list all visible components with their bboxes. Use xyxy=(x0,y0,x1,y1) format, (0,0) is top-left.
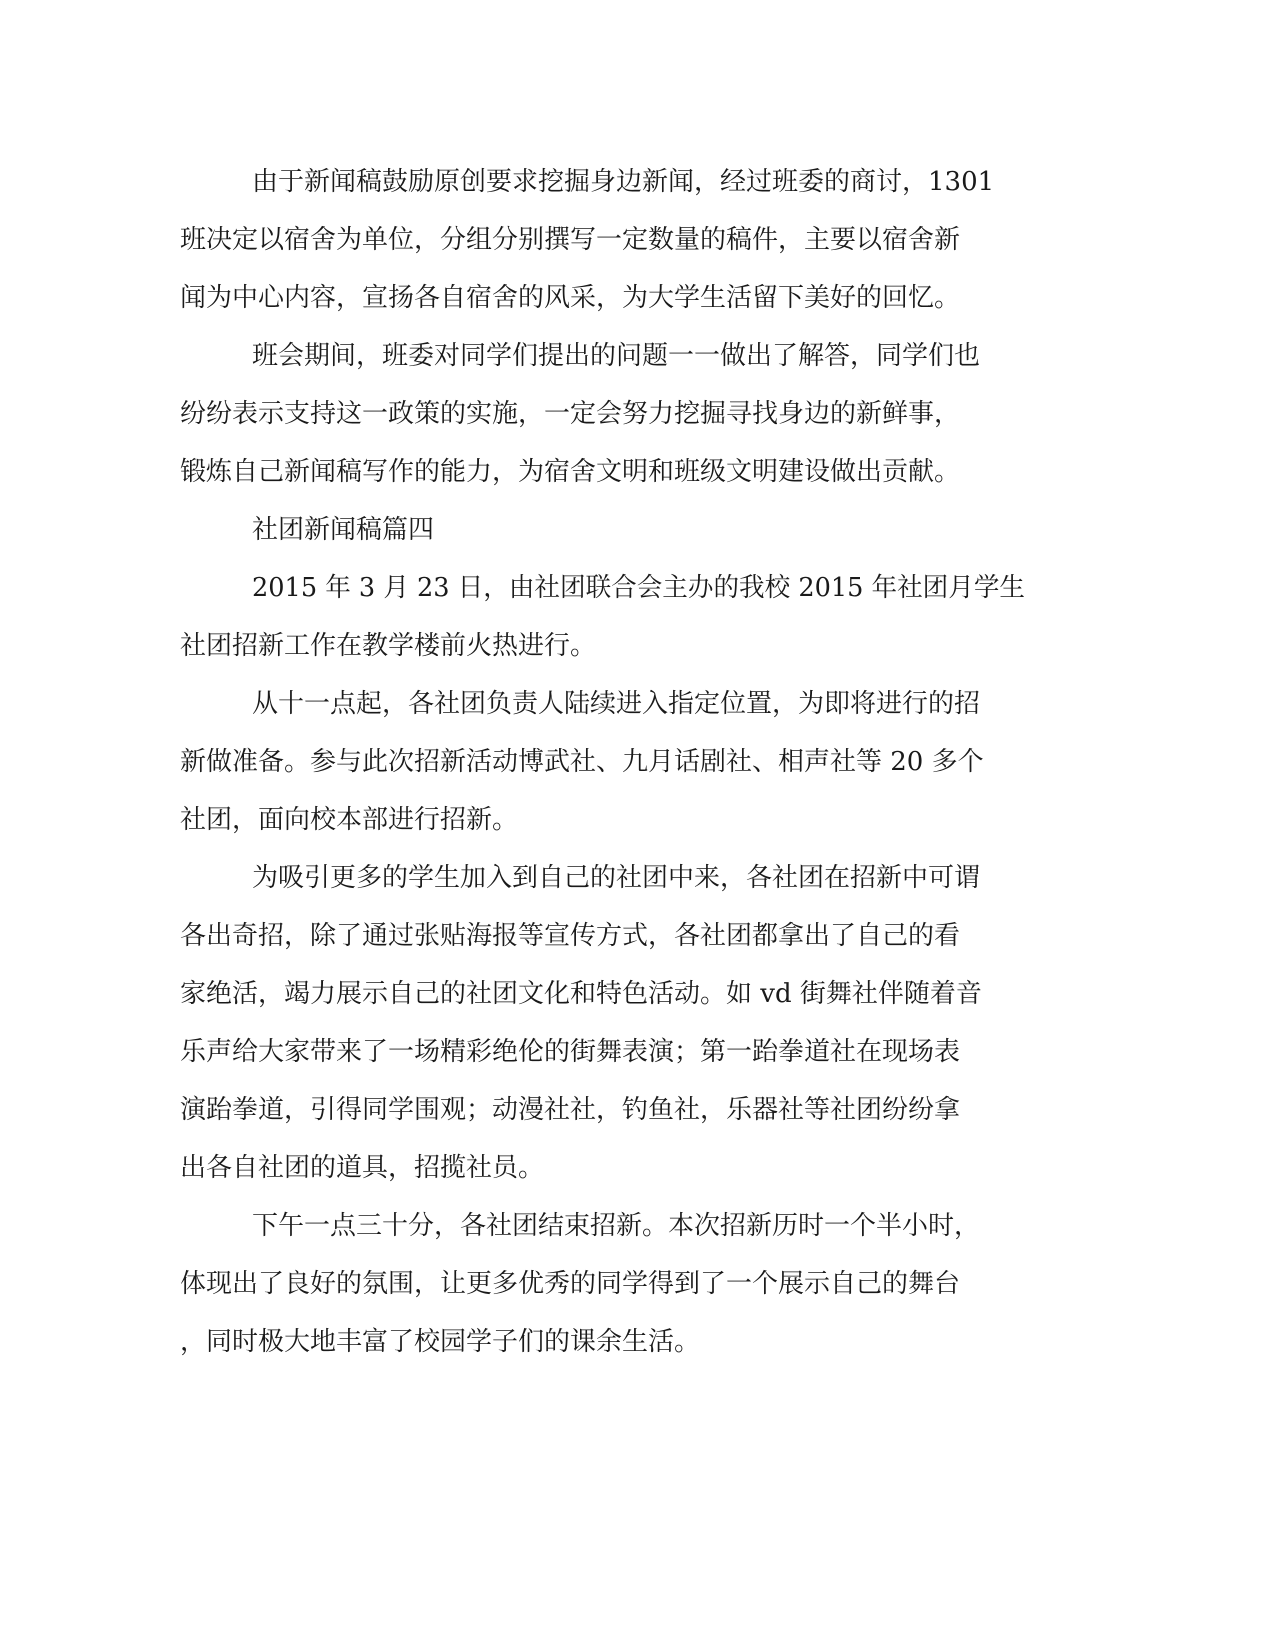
text-line-content: 家绝活，竭力展示自己的社团文化和特色活动。如 vd 街舞社伴随着音 xyxy=(180,979,982,1009)
text-line xyxy=(0,1264,1275,1304)
text-line xyxy=(0,684,1275,724)
text-line-content: 乐声给大家带来了一场精彩绝伦的街舞表演；第一跆拳道社在现场表 xyxy=(180,1037,961,1067)
text-line xyxy=(0,1032,1275,1072)
text-line-content: 从十一点起，各社团负责人陆续进入指定位置，为即将进行的招 xyxy=(252,689,981,719)
text-line-content: 出各自社团的道具，招揽社员。 xyxy=(180,1153,545,1183)
text-line xyxy=(0,568,1275,608)
text-line xyxy=(0,742,1275,782)
text-line xyxy=(0,162,1275,202)
text-line-content: 演跆拳道，引得同学围观；动漫社社，钓鱼社，乐器社等社团纷纷拿 xyxy=(180,1095,961,1125)
text-line-content: 锻炼自己新闻稿写作的能力，为宿舍文明和班级文明建设做出贡献。 xyxy=(180,457,961,487)
text-line xyxy=(0,278,1275,318)
text-line-content: 为吸引更多的学生加入到自己的社团中来，各社团在招新中可谓 xyxy=(252,863,981,893)
section-heading xyxy=(0,510,1275,550)
text-line xyxy=(0,626,1275,666)
text-line xyxy=(0,800,1275,840)
text-line xyxy=(0,394,1275,434)
section-heading-text: 社团新闻稿篇四 xyxy=(252,515,435,545)
text-line-content: 社团招新工作在教学楼前火热进行。 xyxy=(180,631,597,661)
text-line-content: 各出奇招，除了通过张贴海报等宣传方式，各社团都拿出了自己的看 xyxy=(180,921,961,951)
text-line-content: 纷纷表示支持这一政策的实施，一定会努力挖掘寻找身边的新鲜事， xyxy=(180,399,961,429)
text-line xyxy=(0,1206,1275,1246)
text-line-content: 新做准备。参与此次招新活动博武社、九月话剧社、相声社等 20 多个 xyxy=(180,747,984,777)
text-line-content: 由于新闻稿鼓励原创要求挖掘身边新闻，经过班委的商讨，1301 xyxy=(252,167,995,197)
text-line-content: ，同时极大地丰富了校园学子们的课余生活。 xyxy=(180,1327,701,1357)
text-line xyxy=(0,336,1275,376)
text-line-content: 闻为中心内容，宣扬各自宿舍的风采，为大学生活留下美好的回忆。 xyxy=(180,283,961,313)
text-line-content: 2015 年 3 月 23 日，由社团联合会主办的我校 2015 年社团月学生 xyxy=(252,573,1025,603)
text-line xyxy=(0,220,1275,260)
text-line xyxy=(0,1322,1275,1362)
text-line xyxy=(0,916,1275,956)
text-line xyxy=(0,858,1275,898)
text-line xyxy=(0,452,1275,492)
text-line-content: 体现出了良好的氛围，让更多优秀的同学得到了一个展示自己的舞台 xyxy=(180,1269,961,1299)
text-line-content: 班会期间，班委对同学们提出的问题一一做出了解答，同学们也 xyxy=(252,341,981,371)
text-line-content: 下午一点三十分，各社团结束招新。本次招新历时一个半小时， xyxy=(252,1211,981,1241)
text-line-content: 班决定以宿舍为单位，分组分别撰写一定数量的稿件，主要以宿舍新 xyxy=(180,225,961,255)
text-line-content: 社团，面向校本部进行招新。 xyxy=(180,805,519,835)
text-line xyxy=(0,974,1275,1014)
text-line xyxy=(0,1090,1275,1130)
text-line xyxy=(0,1148,1275,1188)
